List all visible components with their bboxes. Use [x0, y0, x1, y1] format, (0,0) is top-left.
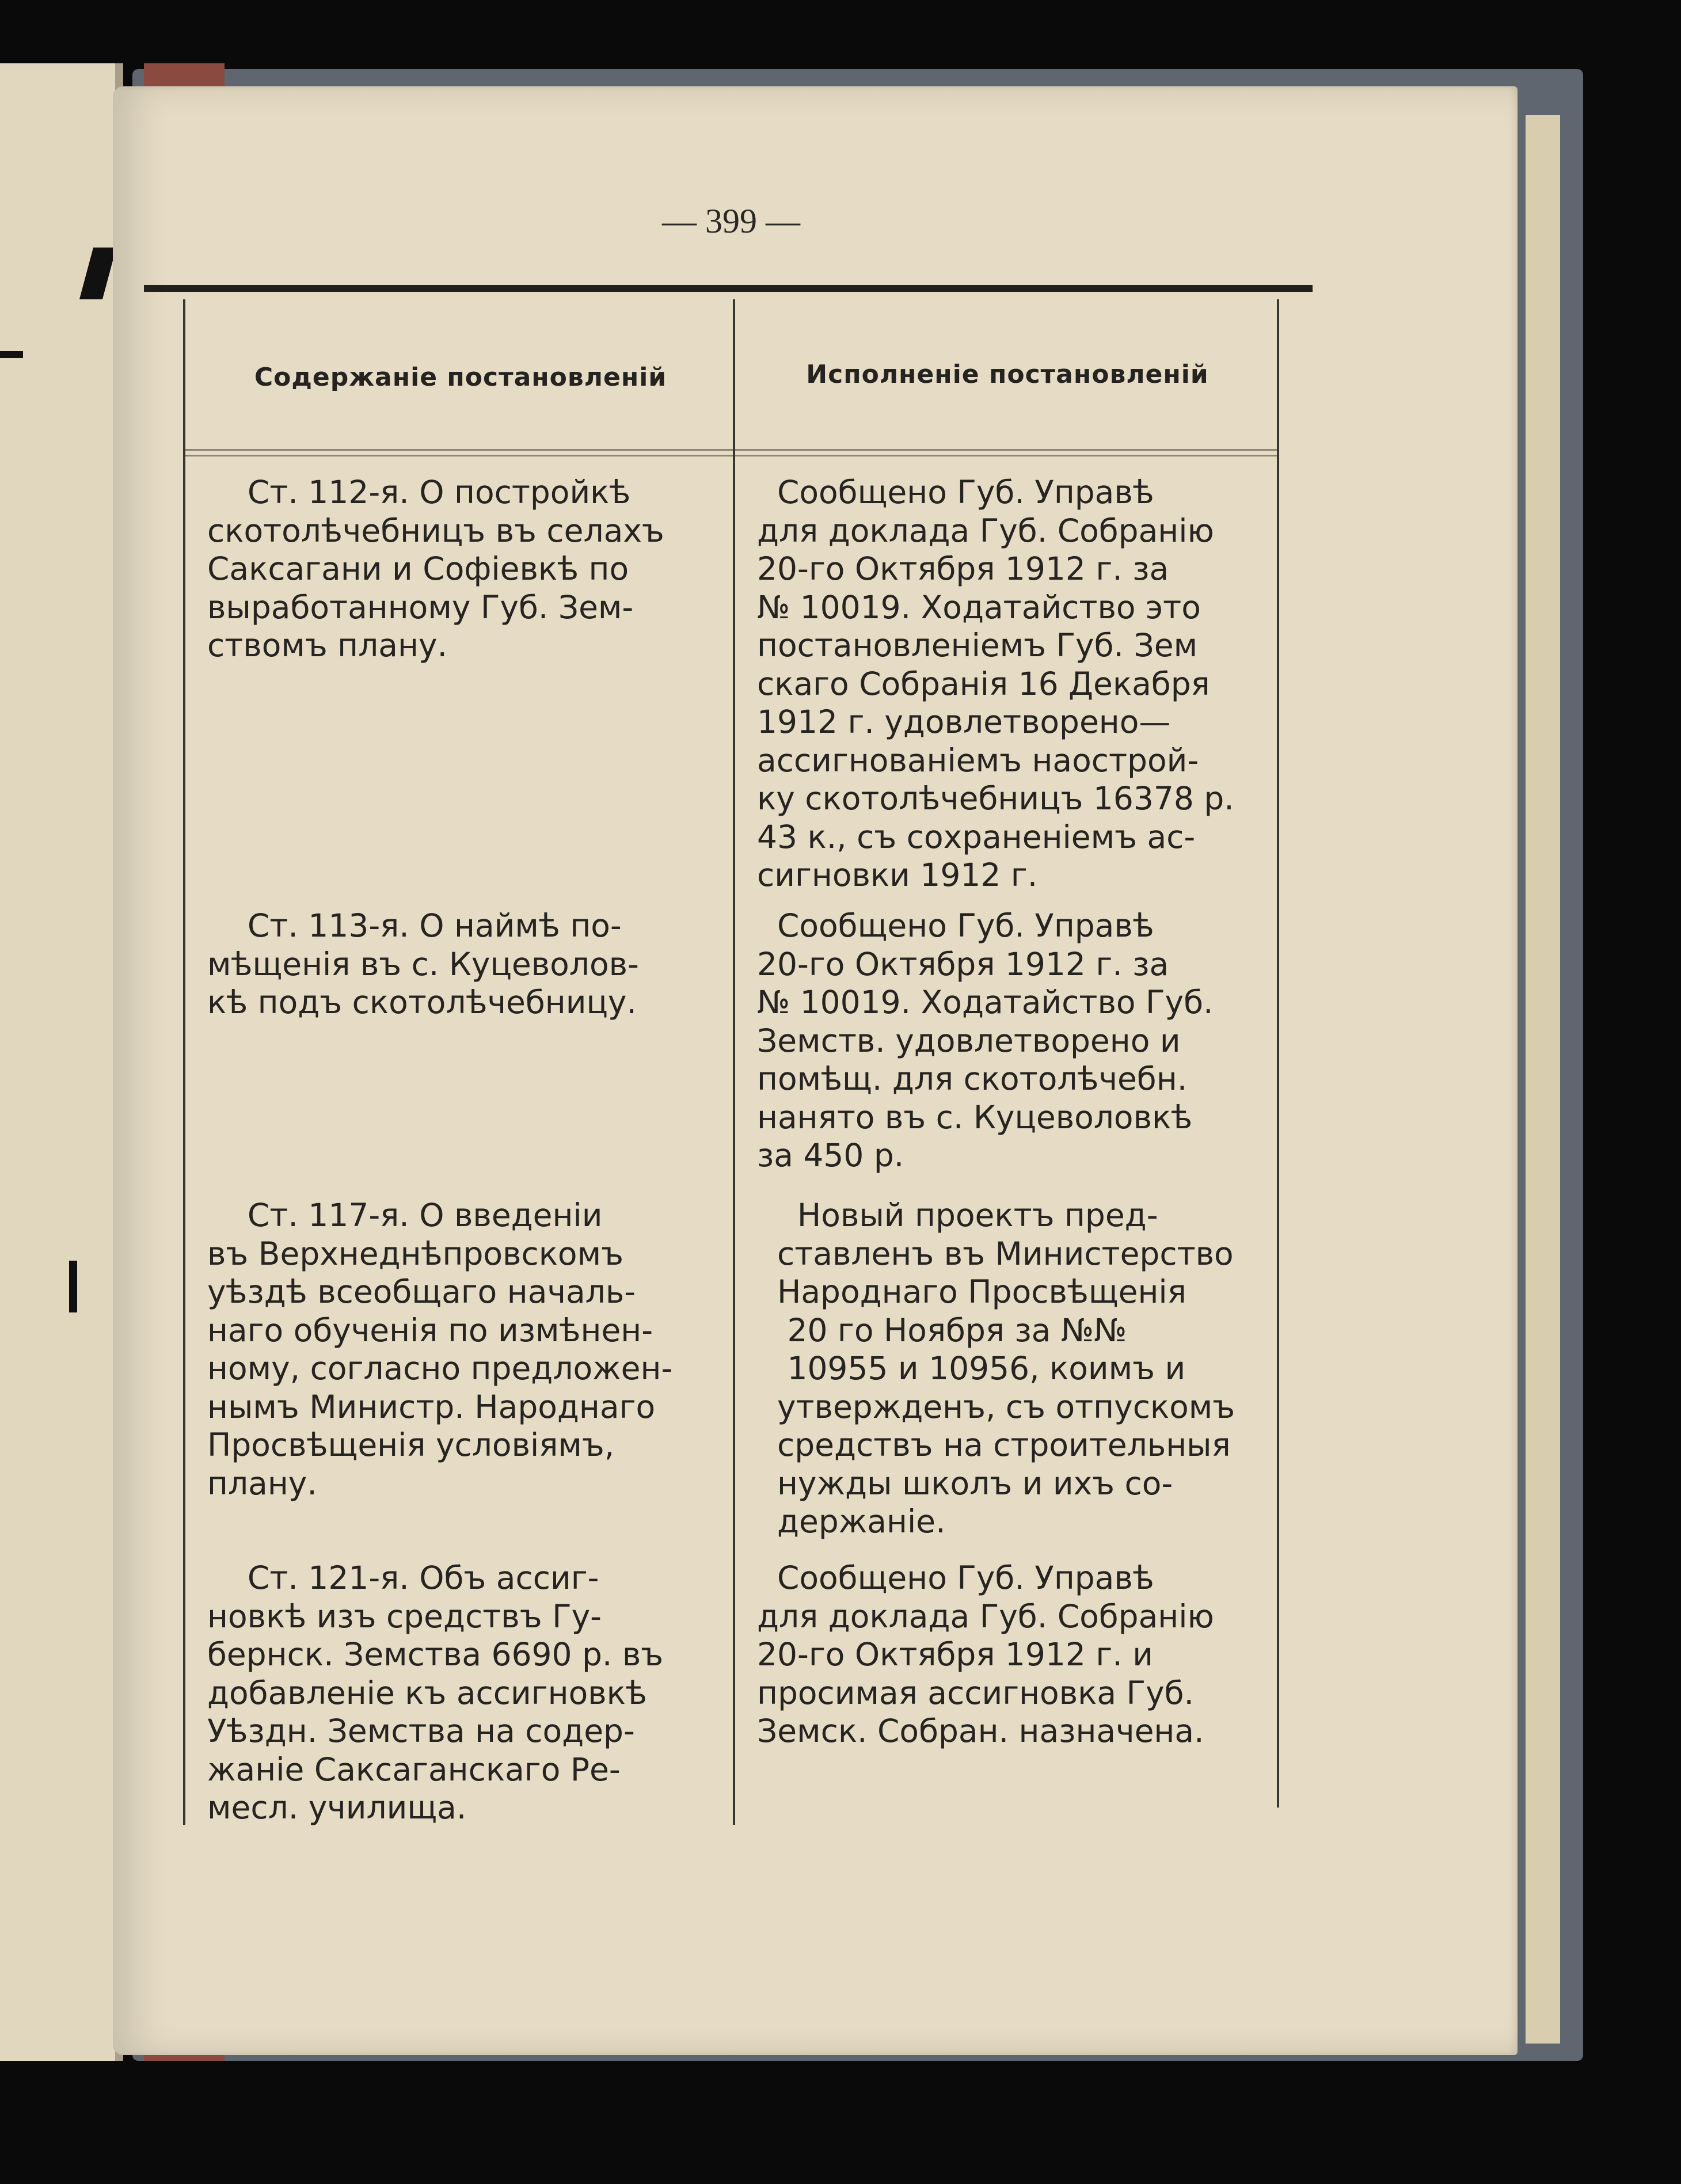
- page-number: — 399 —: [662, 202, 800, 240]
- row-121-execution: Сообщено Губ. Управѣ для доклада Губ. Собранію 20-го Октября 1912 г. и просимая ассигновка Губ. Земск. Собран. назначена.: [757, 1559, 1214, 1749]
- row-117-content: Ст. 117-я. О введеніи въ Верхнеднѣпровскомъ уѣздѣ всеобщаго началь- наго обученія по измѣнен- ному, согласно предложен- нымъ Министр. Народнаго Просвѣщенія условіямъ, плану.: [207, 1197, 673, 1502]
- row-112-execution: Сообщено Губ. Управѣ для доклада Губ. Собранію 20-го Октября 1912 г. за № 10019. Ходатайство это постановленіемъ Губ. Зем скаго Собранія 16 Декабря 1912 г. удовлетворено— ассигнованіемъ наострой- ку скотолѣчебницъ 16378 р. 43 к., съ сохраненіемъ ас- сигновки 1912 г.: [757, 474, 1234, 893]
- row-112-content: Ст. 112-я. О постройкѣ скотолѣчебницъ въ селахъ Саксагани и Софіевкѣ по выработанному Губ. Зем- ствомъ плану.: [207, 474, 664, 664]
- table-right-border: [1277, 299, 1279, 1808]
- table-left-border: [183, 299, 185, 1825]
- header-execution: Исполненіе постановленій: [806, 360, 1209, 389]
- header-divider-double: [184, 455, 1278, 456]
- header-content: Содержаніе постановленій: [254, 363, 667, 392]
- left-page-edge: [0, 63, 123, 2061]
- left-page-rule: [0, 351, 23, 358]
- row-121-content: Ст. 121-я. Объ ассиг- новкѣ изъ средствъ Гу- бернск. Земства 6690 р. въ добавленіе къ ассигновкѣ Уѣздн. Земства на содер- жаніе Саксаганскаго Ре- месл. училища.: [207, 1559, 664, 1826]
- row-113-execution: Сообщено Губ. Управѣ 20-го Октября 1912 г. за № 10019. Ходатайство Губ. Земств. удовлетворено и помѣщ. для скотолѣчебн. нанято въ с. Куцеволовкѣ за 450 р.: [757, 907, 1214, 1174]
- row-113-content: Ст. 113-я. О наймѣ по- мѣщенія въ с. Куцеволов- кѣ подъ скотолѣчебницу.: [207, 907, 639, 1021]
- left-page-mark: [79, 248, 116, 299]
- left-page-mark: [69, 1261, 77, 1312]
- table-column-divider: [733, 299, 735, 1825]
- page-block-edge: [1526, 115, 1560, 2044]
- table-top-rule: [144, 285, 1313, 292]
- header-divider: [184, 449, 1278, 451]
- row-117-execution: Новый проектъ пред- ставленъ въ Министерство Народнаго Просвѣщенія 20 го Ноября за №№ 10955 и 10956, коимъ и утвержденъ, съ отпускомъ средствъ на строительныя нужды школъ и ихъ со- держаніе.: [777, 1197, 1235, 1540]
